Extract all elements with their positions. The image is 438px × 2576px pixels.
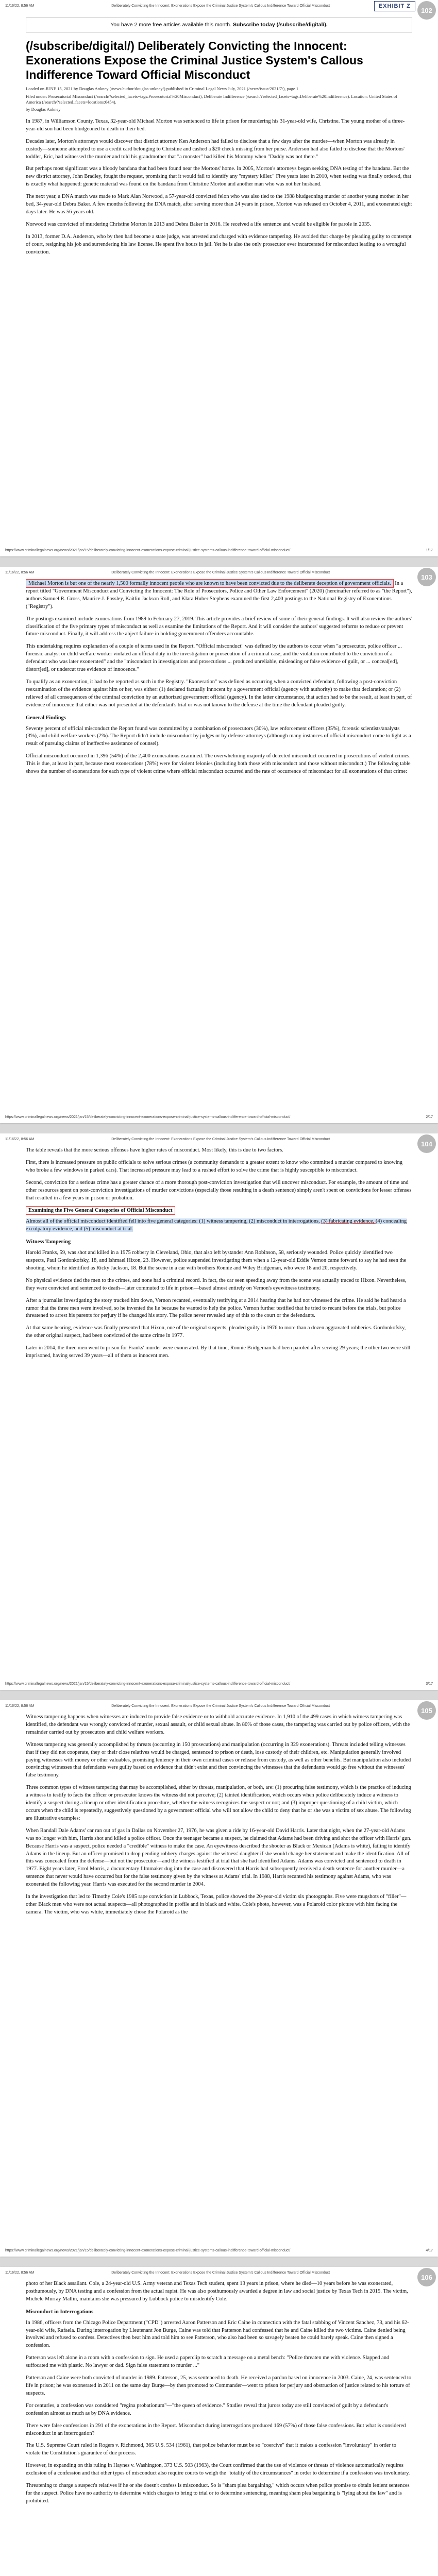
paragraph: In 1987, in Williamson County, Texas, 32-year-old Michael Morton was sentenced to life in prison for murdering his 31-year-old wife, Christine. The young mother of a three-year-old son had been bludgeoned to death in their bed. xyxy=(26,118,405,132)
document-page-1 xyxy=(0,0,438,556)
paragraph: The postings examined include exonerations from 1989 to February 27, 2019. This article provides a brief review of some of their general findings. It will also review the authors' classification of the five primary types of misconduct as well as examine the limitations of the Report. And it will consider the authors' suggested reforms to reduce or prevent future misconduct. Finally, it will address the abject failure in holding government offenders accountable. xyxy=(26,616,412,637)
paragraph: When Randall Dale Adams' car ran out of gas in Dallas on November 27, 1976, he was given a ride by 16-year-old David Harris. Later that night, when the 27-year-old Adams was no longer with him, Harris shot and killed a police officer. Once the teenager became a suspect, he claimed that Adams had been driving and shot the officer with Harris' gun. Because Harris was a suspect, police needed a "credible" witness to make the case. An eyewitness described the shooter as Black or Mexican (Adams is white), failing to identify Adams in the lineup. But an officer promised to drop pending robbery charges against the witness' daughter if she would change her statement and make the identification. All of this was concealed from the defense—but not the prosecutor—and the witness testified at trial that she had identified Adams. Adams was convicted and sentenced to death in 1977. Eight years later, Errol Morris, a documentary filmmaker dug into the case and discovered that Harris had subsequently received a death sentence for another murder—a sentence that never would have occurred but for the false testimony given by the witness at Adams' trial. In 1988, Harris recanted his testimony against Adams, who was exonerated the following year. Harris was executed for the second murder in 2004. xyxy=(26,1827,412,1888)
paragraph: However, in expanding on this ruling in Haynes v. Washington, 373 U.S. 503 (1963), the Court confirmed that the use of violence or threats of violence automatically requires exclusion of a confession and that other types of misconduct also require courts to weigh the "totality of the circumstances" in order to determine if a confession was involuntary. xyxy=(26,2463,410,2477)
document-page-3 xyxy=(0,1133,438,1690)
paragraph xyxy=(26,1218,412,1233)
document-page-4 xyxy=(0,1700,438,2257)
paragraph: Seventy percent of official misconduct the Report found was committed by a combination of prosecutors (30%), law enforcement officers (35%), forensic scientists/analysts (3%), and child welfare workers (2%). The Report didn't include misconduct by judges or by defense attorneys (although many instances of official misconduct come to light as a result of pursuing claims of ineffective assistance of counsel). xyxy=(26,725,411,747)
meta-filed: Filed under: Prosecutorial Misconduct (/search/?selected_facets=tags:Prosecutorial%20Misconduct), Deliberate Indifference (/search/?selected_facets=tags:Deliberate%20Indifference). Location: United States of America (/search/?selected_facets=locations:6454). xyxy=(26,93,397,105)
paragraph: The next year, a DNA match was made to Mark Alan Norwood, a 57-year-old convicted felon who was also tied to the 1988 bludgeoning murder of another young mother in her bed, 34-year-old Debra Baker. A few months following the DNA match, after serving more than 24 years in prison, Morton was released on October 4, 2011, and exonerated eight days later. He was 56 years old. xyxy=(26,194,412,215)
paragraph: The table reveals that the more serious offenses have higher rates of misconduct. Most likely, this is due to two factors. xyxy=(26,1147,283,1153)
highlighted-passage: Michael Morton is but one of the nearly 1,500 formally innocent people who are known to have been convicted due to the deliberate deception of government officials. xyxy=(26,579,394,588)
page-number-badge: 104 xyxy=(417,1134,436,1153)
paragraph: In 2013, former D.A. Anderson, who by then had become a state judge, was arrested and charged with evidence tampering. He avoided that charge by pleading guilty to contempt of court, resigning his job and surrendering his law license. He spent five hours in jail. Yet he is also the only prosecutor ever incarcerated for misconduct leading to a wrongful conviction. xyxy=(26,233,412,255)
section-heading: Misconduct in Interrogations xyxy=(26,2309,94,2315)
paragraph: No physical evidence tied the men to the crimes, and none had a criminal record. In fact, the car seen speeding away from the scene was actually traced to Hixon. Nevertheless, they were convicted and sentenced to death—later commuted to life in prison—based almost entirely on Vernon's eyewitness testimony. xyxy=(26,1277,407,1291)
paragraph: This undertaking requires explanation of a couple of terms used in the Report. "Official misconduct" was defined by the authors to occur when "a prosecutor, police officer ... forensic analyst or child welfare worker violated an official duty in the investigation or prosecution of a criminal case, and the violation contributed to the conviction of a defendant who was later exonerated" and the "misconduct in investigations and prosecutions ... produced unreliable, misleading or false evidence of guilt, or ... conceal[ed], distort[ed], or undercut true evidence of innocence." xyxy=(26,643,402,673)
paragraph: The U.S. Supreme Court ruled in Rogers v. Richmond, 365 U.S. 534 (1961), that police behavior must be so "coercive" that it makes a confession "involuntary" in order to violate the Constitution's guarantee of due process. xyxy=(26,2443,396,2456)
paragraph: Witness tampering happens when witnesses are induced to provide false evidence or to withhold accurate evidence. In 1,910 of the 499 cases in which witness tampering was identified, the defendant was wrongly convicted of murder, sexual assault, or child sexual abuse. In 80% of those cases, the tampering was carried out by police officers, with the remainder carried out by prosecutors and child welfare workers. xyxy=(26,1714,410,1735)
header-date: 11/16/22, 8:56 AM xyxy=(5,4,35,8)
paragraph: Official misconduct occurred in 1,396 (54%) of the 2,400 exonerations examined. The overwhelming majority of detected misconduct occurred in prosecutions of violent crimes. This is due, at least in part, because most exonerations (78%) were for violent felonies (including both those with misconduct and those without misconduct.) The following table shows the number of exonerations for each type of violent crime where official misconduct occurred and the rate of occurrence of misconduct for all exonerations of that crime: xyxy=(26,753,411,775)
page-footer xyxy=(5,1682,433,1686)
page-footer xyxy=(5,1115,433,1119)
paragraph-rest: In a report titled "Government Misconduct and Convicting the Innocent: The Role of Prosecutors, Police and Other Law Enforcement" (2020) (hereinafter referred to as "the Report"), authors Samuel R. Gross, Maurice J. Possley, Kaitlin Jackson Roll, and Klara Huber Stephens examined the first 2,400 postings to the National Registry of Exonerations ("Registry"). xyxy=(26,581,412,609)
meta-byline: by Douglas Ankney xyxy=(26,107,61,112)
document-page-5 xyxy=(0,2267,438,2576)
paragraph: Patterson was left alone in a room with a confession to sign. He used a paperclip to scratch a message on a metal bench: "Police threaten me with violence. Slapped and suffocated me with plastic. No lawyer or dad. Sign false statement to murder ..." xyxy=(26,2355,390,2369)
paragraph: At that same hearing, evidence was finally presented that Hixon, one of the original suspects, pleaded guilty in 1976 to more than a dozen aggravated robberies. Gordonkofsky, the other original suspect, had been convicted of the same crime in 1977. xyxy=(26,1325,406,1339)
page-header xyxy=(5,2271,407,2275)
footer-url: https://www.criminallegalnews.org/news/2021/jan/15/deliberately-convicting-innocent-exonerations-expose-criminal-justice-systems-callous-indifference-toward-official-misconduct/ xyxy=(5,2249,291,2252)
page-footer xyxy=(5,549,433,552)
footer-page: 2/17 xyxy=(426,1115,433,1119)
page-header xyxy=(5,4,407,8)
page-header xyxy=(5,1138,407,1141)
five-categories-intro: Almost all of the official misconduct identified fell into five general categories: xyxy=(26,1218,199,1225)
paragraph: Three common types of witness tampering that may be accomplished, either by threats, manipulation, or both, are: (1) procuring false testimony, which is the practice of inducing a witness to testify to facts the officer or prosecutor knows the witness did not perceive; (2) tainted identification, which occurs when police deliberately induce a witness to identify a suspect during a lineup or other identification procedure, whether the witness recognizes the suspect or not; and (3) improper questioning of a child victim, which occurs when the child is repeatedly, suggestively questioned by a government official who will not allow the child to deny that he or she was a victim of sex abuse. The following are illustrative examples: xyxy=(26,1785,411,1821)
highlighted-heading: Examining the Five General Categories of Official Misconduct xyxy=(26,1206,175,1215)
page-number-badge: 103 xyxy=(417,568,436,586)
header-title: Deliberately Convicting the Innocent: Exonerations Expose the Criminal Justice System's Callous Indifference Toward Official Misconduct xyxy=(111,4,330,8)
paragraph: First, there is increased pressure on public officials to solve serious crimes (a community demands to a greater extent to know who committed a murder compared to knowing who broke a few windows in parked cars). That increased pressure may lead to a rushed effort to solve the crime that is highly susceptible to misconduct. xyxy=(26,1159,403,1173)
page-number-badge: 105 xyxy=(417,1701,436,1720)
footer-page: 1/17 xyxy=(426,549,433,552)
category-4: (4) concealing exculpatory evidence, xyxy=(26,1218,407,1232)
paragraph: Later in 2014, the three men went to prison for Franks' murder were exonerated. By that time, Ronnie Bridgeman had been paroled after serving 29 years; the other two were still imprisoned, having served 39 years—all of them as innocent men. xyxy=(26,1345,411,1359)
page-content xyxy=(26,2280,412,2510)
category-1: (1) witness tampering, xyxy=(199,1218,249,1225)
paragraph: For centuries, a confession was considered "regina probationum"—"the queen of evidence." Studies reveal that jurors today are still convinced of guilt by a defendant's confession almost as much as by DNA evidence. xyxy=(26,2402,389,2416)
paragraph: In 1986, officers from the Chicago Police Department ("CPD") arrested Aaron Patterson and Eric Caine in connection with the fatal stabbing of Vincent Sanchez, 73, and his 62-year-old wife, Rafaela. During interrogation by Lieutenant Jon Burge, Caine was told that Patterson had confessed that he and Caine killed the two victims. Caine denied being involved and refused to confess. Detectives then beat him and told him to see Patterson, who also had been so savagely beaten he could barely speak. Caine then signed a confession. xyxy=(26,2319,409,2349)
page-footer xyxy=(5,2249,433,2252)
header-date: 11/16/22, 8:56 AM xyxy=(5,2271,35,2275)
section-heading: Witness Tampering xyxy=(26,1239,71,1245)
paragraph: Norwood was convicted of murdering Christine Morton in 2013 and Debra Baker in 2016. He received a life sentence and would be eligible for parole in 2035. xyxy=(26,221,372,227)
article-meta xyxy=(26,86,412,113)
document-page-2 xyxy=(0,567,438,1123)
page-header xyxy=(5,1704,407,1708)
article-title: (/subscribe/digital/) Deliberately Convicting the Innocent: Exonerations Expose the Criminal Justice System's Callous Indifference Toward Official Misconduct xyxy=(26,39,363,81)
section-heading xyxy=(26,1207,412,1215)
header-title: Deliberately Convicting the Innocent: Exonerations Expose the Criminal Justice System's Callous Indifference Toward Official Misconduct xyxy=(111,2271,330,2275)
header-date: 11/16/22, 8:56 AM xyxy=(5,1138,35,1141)
meta-loaded: Loaded on JUNE 15, 2021 by Douglas Ankney (/news/author/douglas-ankney/) published in Criminal Legal News July, 2021 (/news/issue/2021/7/), page 1 xyxy=(26,86,298,92)
notice-text: You have 2 more free articles available this month. xyxy=(110,22,232,28)
paragraph: Harold Franks, 59, was shot and killed in a 1975 robbery in Cleveland, Ohio, that also left bystander Ann Robinson, 58, seriously wounded. Police quickly identified two suspects, Paul Gordonkofsky, 18, and Ishmael Hixon, 23. However, police suspended investigating them when a 12-year-old Eddie Vernon came forward to say he had seen the shooting, whom he identified as Ricky Jackson, 18. But the scene in a car with brothers Ronnie and Wiley Bridgeman, who were 18 and 20, respectively. xyxy=(26,1250,407,1271)
header-date: 11/16/22, 8:56 AM xyxy=(5,1704,35,1708)
header-date: 11/16/22, 8:56 AM xyxy=(5,571,35,574)
exhibit-stamp: EXHIBIT Z xyxy=(374,1,415,11)
page-content xyxy=(26,1714,412,1921)
page-header xyxy=(5,571,407,574)
page-number-badge: 106 xyxy=(417,2268,436,2286)
category-5: and (5) misconduct at trial. xyxy=(74,1226,133,1232)
paragraph: Patterson and Caine were both convicted of murder in 1989. Patterson, 25, was sentenced to death. He received a pardon based on innocence in 2003. Caine, 24, was sentenced to life in prison; he was exonerated in 2011 on the same day Burge—by then promoted to Commander—went to prison for perjury and obstruction of justice related to his torture of suspects. xyxy=(26,2375,412,2396)
paragraph: There were false confessions in 291 of the exonerations in the Report. Misconduct during interrogations produced 169 (57%) of those false confessions. But what is considered misconduct in an interrogation? xyxy=(26,2422,406,2436)
page-content xyxy=(26,580,412,781)
footer-page: 4/17 xyxy=(426,2249,433,2252)
header-title: Deliberately Convicting the Innocent: Exonerations Expose the Criminal Justice System's Callous Indifference Toward Official Misconduct xyxy=(111,1138,330,1141)
header-title: Deliberately Convicting the Innocent: Exonerations Expose the Criminal Justice System's Callous Indifference Toward Official Misconduct xyxy=(111,571,330,574)
footer-url: https://www.criminallegalnews.org/news/2021/jan/15/deliberately-convicting-innocent-exonerations-expose-criminal-justice-systems-callous-indifference-toward-official-misconduct/ xyxy=(5,549,291,552)
page-number-badge: 102 xyxy=(417,1,436,20)
footer-url: https://www.criminallegalnews.org/news/2021/jan/15/deliberately-convicting-innocent-exonerations-expose-criminal-justice-systems-callous-indifference-toward-official-misconduct/ xyxy=(5,1115,291,1119)
footer-url: https://www.criminallegalnews.org/news/2021/jan/15/deliberately-convicting-innocent-exonerations-expose-criminal-justice-systems-callous-indifference-toward-official-misconduct/ xyxy=(5,1682,291,1686)
page-content xyxy=(26,13,412,261)
paragraph: Witness tampering was generally accomplished by threats (occurring in 150 prosecutions) and manipulation (occurring in 329 exonerations). Threats included telling witnesses that if they did not cooperate, they or their close relatives would be charged, sentenced to prison or death, lose custody of their children, etc. Manipulation generally involved paying witnesses with money or other valuables, promising leniency in their own criminal cases or release from custody, as well as other benefits. But manipulation also included convincing witnesses that defendants were guilty based on evidence that didn't exist and then convincing the witnesses that the defendants would go free without the witnesses' false testimony. xyxy=(26,1741,411,1778)
free-articles-notice xyxy=(26,18,412,32)
category-3: (3) fabricating evidence, xyxy=(321,1218,376,1225)
paragraph: To qualify as an exoneration, it had to be reported as such in the Registry. "Exoneration" was defined as occurring when a convicted defendant, following a post-conviction reexamination of the evidence against him or her, was either: (1) declared factually innocent by a government official (agency with authority) to make that declaration; or (2) relieved of all consequences of the criminal conviction by an authorized government official (agency). In the latter circumstance, that action had to be the result, at least in part, of evidence of innocence that either was not presented at the defendant's trial or was not known to the defense at the time the defendant pleaded guilty. xyxy=(26,679,412,708)
paragraph: photo of her Black assailant. Cole, a 24-year-old U.S. Army veteran and Texas Tech student, spent 13 years in prison, where he died—10 years before he was exonerated, posthumously, by DNA testing and a confession from the actual rapist. He was also posthumously awarded a degree in law and social justice by Texas Tech in 2015. The victim, Michele Murray Mallin, maintains she was pressured by Lubbock police to misidentify Cole. xyxy=(26,2281,408,2302)
paragraph: In the investigation that led to Timothy Cole's 1985 rape conviction in Lubbock, Texas, police showed the 20-year-old victim six photographs. Five were mugshots of "filler"—other Black men who were not actual suspects—all photographed in profile and in black and white. Cole's photo, however, was a Polaroid color picture with him facing the camera. The victim, who was white, immediately chose the Polaroid as the xyxy=(26,1894,407,1915)
paragraph xyxy=(26,580,412,611)
footer-page: 3/17 xyxy=(426,1682,433,1686)
paragraph: But perhaps most significant was a bloody bandana that had been found near the Mortons' home. In 2005, Morton's attorneys began seeking DNA testing of the bandana. But the new district attorney, John Bradley, fought the request, promising that it would fail to identify any "mystery killer." Five years later in 2010, when testing was finally ordered, that is exactly what happened: genetic material was found on the bandana from Christine Morton and another man who was not her husband. xyxy=(26,166,411,188)
header-title: Deliberately Convicting the Innocent: Exonerations Expose the Criminal Justice System's Callous Indifference Toward Official Misconduct xyxy=(111,1704,330,1708)
subscribe-link[interactable]: Subscribe today (/subscribe/digital/). xyxy=(232,22,328,28)
section-heading: General Findings xyxy=(26,715,66,721)
category-2: (2) misconduct in interrogations, xyxy=(249,1218,322,1225)
paragraph: Second, conviction for a serious crime has a greater chance of a more thorough post-conviction investigation that will uncover misconduct. For example, the amount of time and other resources spent on post-conviction investigations of murder convictions (especially those resulting in a death sentence) simply aren't spent on convictions for lesser offenses that resulted in a few years in prison or probation. xyxy=(26,1179,412,1201)
paragraph: After a journalist investigating the story tracked him down, Vernon recanted, eventually testifying at a 2014 hearing that he had not witnessed the crime. He said he had heard a rumor that the three men were involved, so he invented the lie because he wanted to help the police. Vernon further testified that he tried to recant before the trials, but police threatened to arrest his parents for perjury if he changed his story. The police never revealed any of this to the court or the defendants. xyxy=(26,1297,406,1319)
page-content xyxy=(26,1147,412,1365)
paragraph: Threatening to charge a suspect's relatives if he or she doesn't confess is misconduct. So is "sham plea bargaining," which occurs when police promise to obtain lenient sentences for the suspect. Police have no authority to determine which charges to bring to trial or to determine sentencing, meaning sham plea bargaining is "lying about the law" and is prohibited. xyxy=(26,2483,410,2504)
paragraph: Decades later, Morton's attorneys would discover that district attorney Ken Anderson had failed to disclose that a few days after the murder—when Morton was already in custody—someone attempted to use a credit card belonging to Christine and cashed a $20 check missing from her purse. Anderson had also failed to disclose that the Mortons' toddler, Eric, had witnessed the murder and told his grandmother that "a monster" had killed his Mommy when "Daddy was not there." xyxy=(26,138,405,160)
